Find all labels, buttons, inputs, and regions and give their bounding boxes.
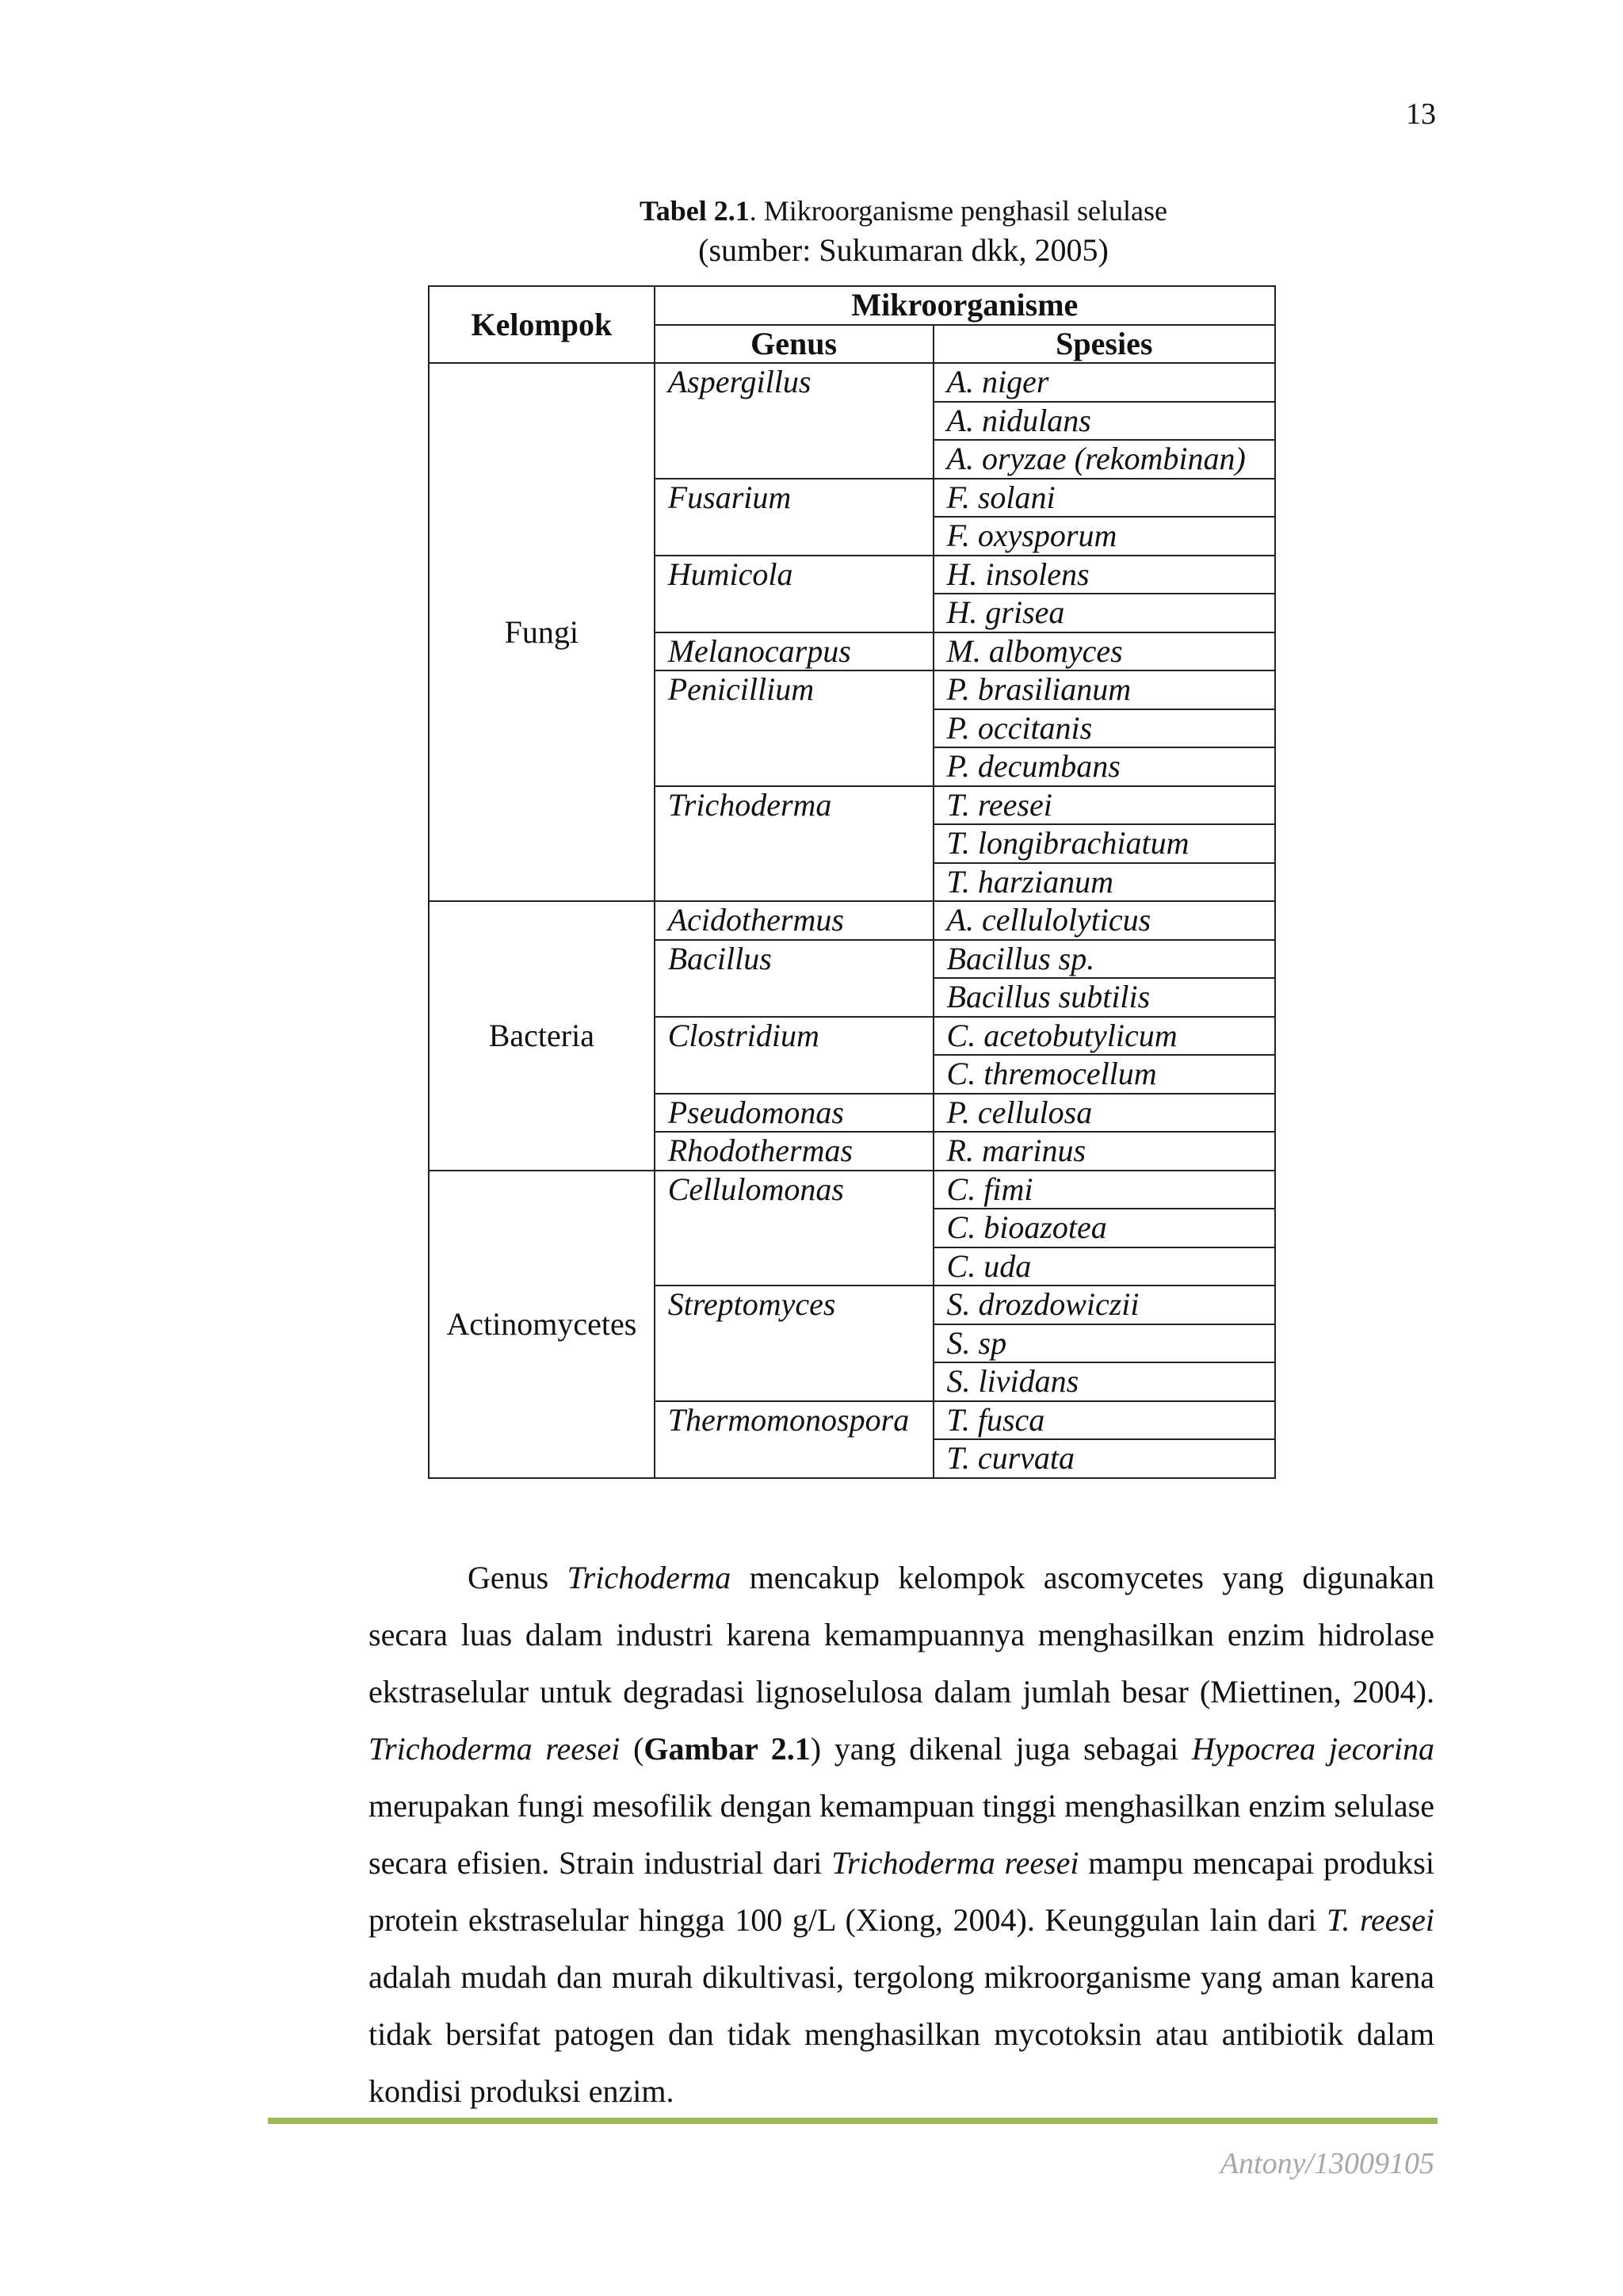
table-row (429, 901, 1275, 940)
species-cell: P. brasilianum (934, 670, 1275, 709)
genus-cell: Humicola (655, 556, 934, 632)
species-cell: F. solani (934, 479, 1275, 518)
italic-term: Trichoderma reesei (369, 1731, 621, 1767)
italic-term: Hypocrea jecorina (1191, 1731, 1435, 1767)
species-cell: H. insolens (934, 556, 1275, 594)
caption-label: Tabel 2.1 (640, 195, 750, 227)
species-cell: T. longibrachiatum (934, 824, 1275, 863)
microorganism-table (428, 285, 1276, 1479)
genus-cell: Bacillus (655, 940, 934, 1017)
header-spesies: Spesies (934, 325, 1275, 364)
genus-cell: Melanocarpus (655, 632, 934, 671)
species-cell: P. occitanis (934, 709, 1275, 748)
header-genus: Genus (655, 325, 934, 364)
species-cell: T. fusca (934, 1401, 1275, 1440)
table-caption (428, 192, 1379, 271)
footer-rule (268, 2118, 1438, 2124)
text-span: Genus (468, 1560, 567, 1595)
genus-cell: Aspergillus (655, 363, 934, 479)
genus-cell: Streptomyces (655, 1286, 934, 1401)
bold-reference: Gambar 2.1 (643, 1731, 811, 1767)
page-number: 13 (1406, 97, 1436, 131)
text-span: ) yang dikenal juga sebagai (810, 1731, 1192, 1767)
species-cell: C. uda (934, 1247, 1275, 1286)
species-cell: C. acetobutylicum (934, 1017, 1275, 1056)
species-cell: T. curvata (934, 1439, 1275, 1478)
group-cell: Fungi (429, 363, 655, 901)
species-cell: H. grisea (934, 594, 1275, 632)
genus-cell: Trichoderma (655, 786, 934, 902)
genus-cell: Thermomonospora (655, 1401, 934, 1478)
text-span: ( (620, 1731, 644, 1767)
italic-term: Trichoderma reesei (831, 1845, 1079, 1881)
species-cell: S. drozdowiczii (934, 1286, 1275, 1324)
footer-author-id: Antony/13009105 (1220, 2147, 1434, 2180)
header-mikroorganisme: Mikroorganisme (655, 286, 1275, 325)
species-cell: P. cellulosa (934, 1094, 1275, 1133)
species-cell: A. nidulans (934, 402, 1275, 441)
caption-source: (sumber: Sukumaran dkk, 2005) (698, 232, 1109, 268)
table-row (429, 363, 1275, 402)
table-body (429, 363, 1275, 1478)
species-cell: T. reesei (934, 786, 1275, 825)
caption-text: . Mikroorganisme penghasil selulase (749, 195, 1167, 227)
species-cell: A. oryzae (rekombinan) (934, 440, 1275, 479)
text-span: merupakan fungi mesofilik dengan kemampuan tinggi menghasilkan enzim selulase secara efisien. Strain industrial dari (369, 1788, 1434, 1881)
genus-cell: Cellulomonas (655, 1171, 934, 1286)
species-cell: C. thremocellum (934, 1055, 1275, 1094)
genus-cell: Fusarium (655, 479, 934, 556)
table-row (429, 1171, 1275, 1209)
genus-cell: Rhodothermas (655, 1132, 934, 1171)
species-cell: Bacillus sp. (934, 940, 1275, 979)
species-cell: A. cellulolyticus (934, 901, 1275, 940)
species-cell: P. decumbans (934, 747, 1275, 786)
species-cell: S. sp (934, 1324, 1275, 1363)
species-cell: Bacillus subtilis (934, 978, 1275, 1017)
text-span: adalah mudah dan murah dikultivasi, tergolong mikroorganisme yang aman karena tidak bersifat patogen dan tidak menghasilkan mycotoksin atau antibiotik dalam kondisi produksi enzim. (369, 1959, 1434, 2109)
species-cell: R. marinus (934, 1132, 1275, 1171)
paragraph (369, 1549, 1434, 2120)
species-cell: M. albomyces (934, 632, 1275, 671)
header-kelompok: Kelompok (429, 286, 655, 363)
italic-term: T. reesei (1327, 1902, 1434, 1938)
species-cell: F. oxysporum (934, 517, 1275, 556)
italic-term: Trichoderma (567, 1560, 731, 1595)
genus-cell: Pseudomonas (655, 1094, 934, 1133)
species-cell: C. bioazotea (934, 1209, 1275, 1247)
group-cell: Bacteria (429, 901, 655, 1171)
genus-cell: Acidothermus (655, 901, 934, 940)
species-cell: A. niger (934, 363, 1275, 402)
genus-cell: Clostridium (655, 1017, 934, 1094)
species-cell: S. lividans (934, 1362, 1275, 1401)
header-row-1 (429, 286, 1275, 325)
text-span: mampu mencapai produksi protein ekstraselular hingga 100 g/L (Xiong, 2004). Keunggulan lain dari (369, 1845, 1434, 1938)
body-text (369, 1549, 1434, 2120)
text-span: mencakup kelompok ascomycetes yang digunakan secara luas dalam industri karena kemampuannya menghasilkan enzim hidrolase ekstraselular untuk degradasi lignoselulosa dalam jumlah besar (Miettinen, 2004). (369, 1560, 1435, 1710)
genus-cell: Penicillium (655, 670, 934, 786)
species-cell: T. harzianum (934, 863, 1275, 902)
group-cell: Actinomycetes (429, 1171, 655, 1478)
species-cell: C. fimi (934, 1171, 1275, 1209)
